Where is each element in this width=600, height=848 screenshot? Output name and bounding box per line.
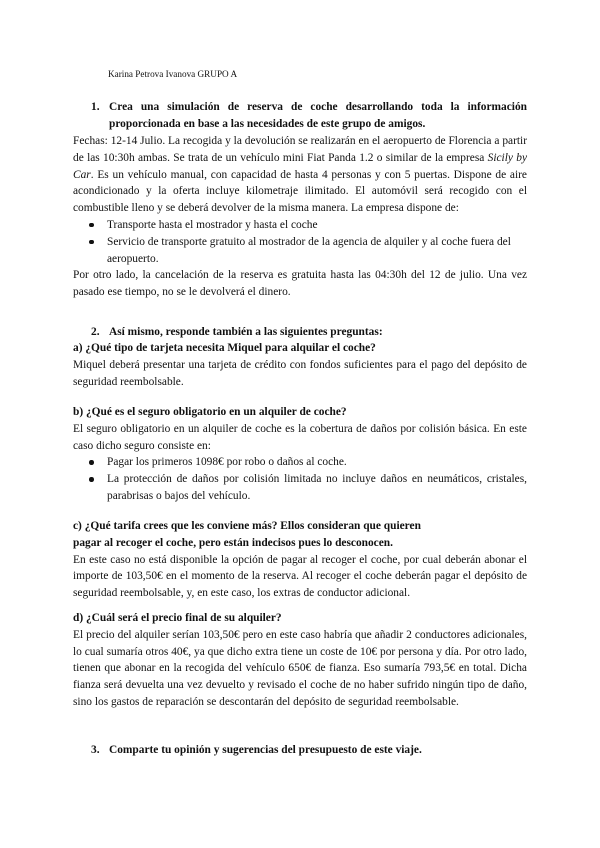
list-item: La protección de daños por colisión limitada no incluye daños en neumáticos, cristales, parabrisas o bajos del vehículo.	[73, 471, 527, 505]
answer-b: El seguro obligatorio en un alquiler de coche es la cobertura de daños por colisión básica. En este caso dicho seguro consiste en:	[73, 422, 527, 452]
question-b-block	[73, 404, 527, 505]
section-1-heading	[73, 99, 527, 133]
question-d-block	[73, 610, 527, 711]
question-c-line-1: c) ¿Qué tarifa crees que les conviene más? Ellos consideran que quieren	[73, 520, 421, 532]
answer-d: El precio del alquiler serían 103,50€ pero en este caso habría que añadir 2 conductores adicionales, lo cual sumaría otros 40€, ya que dicho extra tiene un coste de 10€ por persona y día. Por otro lado, tienen que abonar en la recogida del vehículo 650€ de fianza. Eso sumaría 793,5€ en total. Dicha fianza será devuelta una vez devuelto y revisado el coche de no haber sufrido ningún tipo de daño, sino los gastos de reparación se descontarán del depósito de seguridad reembolsable.	[73, 628, 527, 708]
question-b: b) ¿Qué es el seguro obligatorio en un alquiler de coche?	[73, 406, 347, 418]
section-2-heading-text: Así mismo, responde también a las siguientes preguntas:	[109, 326, 383, 338]
answer-a: Miquel deberá presentar una tarjeta de crédito con fondos suficientes para el pago del depósito de seguridad reembolsable.	[73, 358, 527, 388]
list-item: Transporte hasta el mostrador y hasta el coche	[73, 217, 527, 234]
section-2-number: 2.	[91, 326, 100, 338]
question-d: d) ¿Cuál será el precio final de su alquiler?	[73, 612, 282, 624]
question-a: a) ¿Qué tipo de tarjeta necesita Miquel para alquilar el coche?	[73, 342, 376, 354]
section-3-heading-text: Comparte tu opinión y sugerencias del presupuesto de este viaje.	[109, 744, 422, 756]
section-3-heading	[73, 742, 527, 759]
author-line: Karina Petrova Ivanova GRUPO A	[108, 69, 238, 79]
answer-c: En este caso no está disponible la opción de pagar al recoger el coche, por cual deberán abonar el importe de 103,50€ en el momento de la reserva. Al recoger el coche deberán pagar el depósito de seguridad reembolsable, y, en este caso, los extras de conductor adicional.	[73, 553, 527, 600]
section-3-number: 3.	[91, 744, 100, 756]
cancellation-paragraph: Por otro lado, la cancelación de la reserva es gratuita hasta las 04:30h del 12 de julio. Una vez pasado ese tiempo, no se le devolverá el dinero.	[73, 269, 527, 299]
section-1-paragraph	[73, 133, 527, 217]
list-item: Pagar los primeros 1098€ por robo o daños al coche.	[73, 454, 527, 471]
question-c-block	[73, 518, 527, 602]
services-list	[73, 217, 527, 267]
reservation-details-text-cont: . Es un vehículo manual, con capacidad de hasta 4 personas y con 5 puertas. Dispone de aire acondicionado y la oferta incluye kilometraje ilimitado. El automóvil será recogido con el combustible lleno y se deberá devolver de la misma manera. La empresa dispone de:	[73, 168, 527, 215]
section-1-body	[73, 133, 527, 301]
list-item: Servicio de transporte gratuito al mostrador de la agencia de alquiler y al coche fuera del aeropuerto.	[73, 234, 527, 268]
reservation-details-text: Fechas: 12-14 Julio. La recogida y la devolución se realizarán en el aeropuerto de Florencia a partir de las 10:30h ambas. Se trata de un vehículo mini Fiat Panda 1.2 o similar de la empresa	[73, 135, 527, 164]
insurance-list	[73, 454, 527, 504]
section-1-number: 1.	[91, 101, 100, 113]
section-1-heading-text: Crea una simulación de reserva de coche desarrollando toda la información proporcionada en base a las necesidades de este grupo de amigos.	[109, 101, 527, 130]
question-a-block	[73, 340, 527, 390]
section-2-heading	[73, 324, 527, 341]
company-name: Sicily by Car	[73, 151, 527, 181]
question-c-line-2: pagar al recoger el coche, pero están indecisos pues lo desconocen.	[73, 536, 393, 549]
